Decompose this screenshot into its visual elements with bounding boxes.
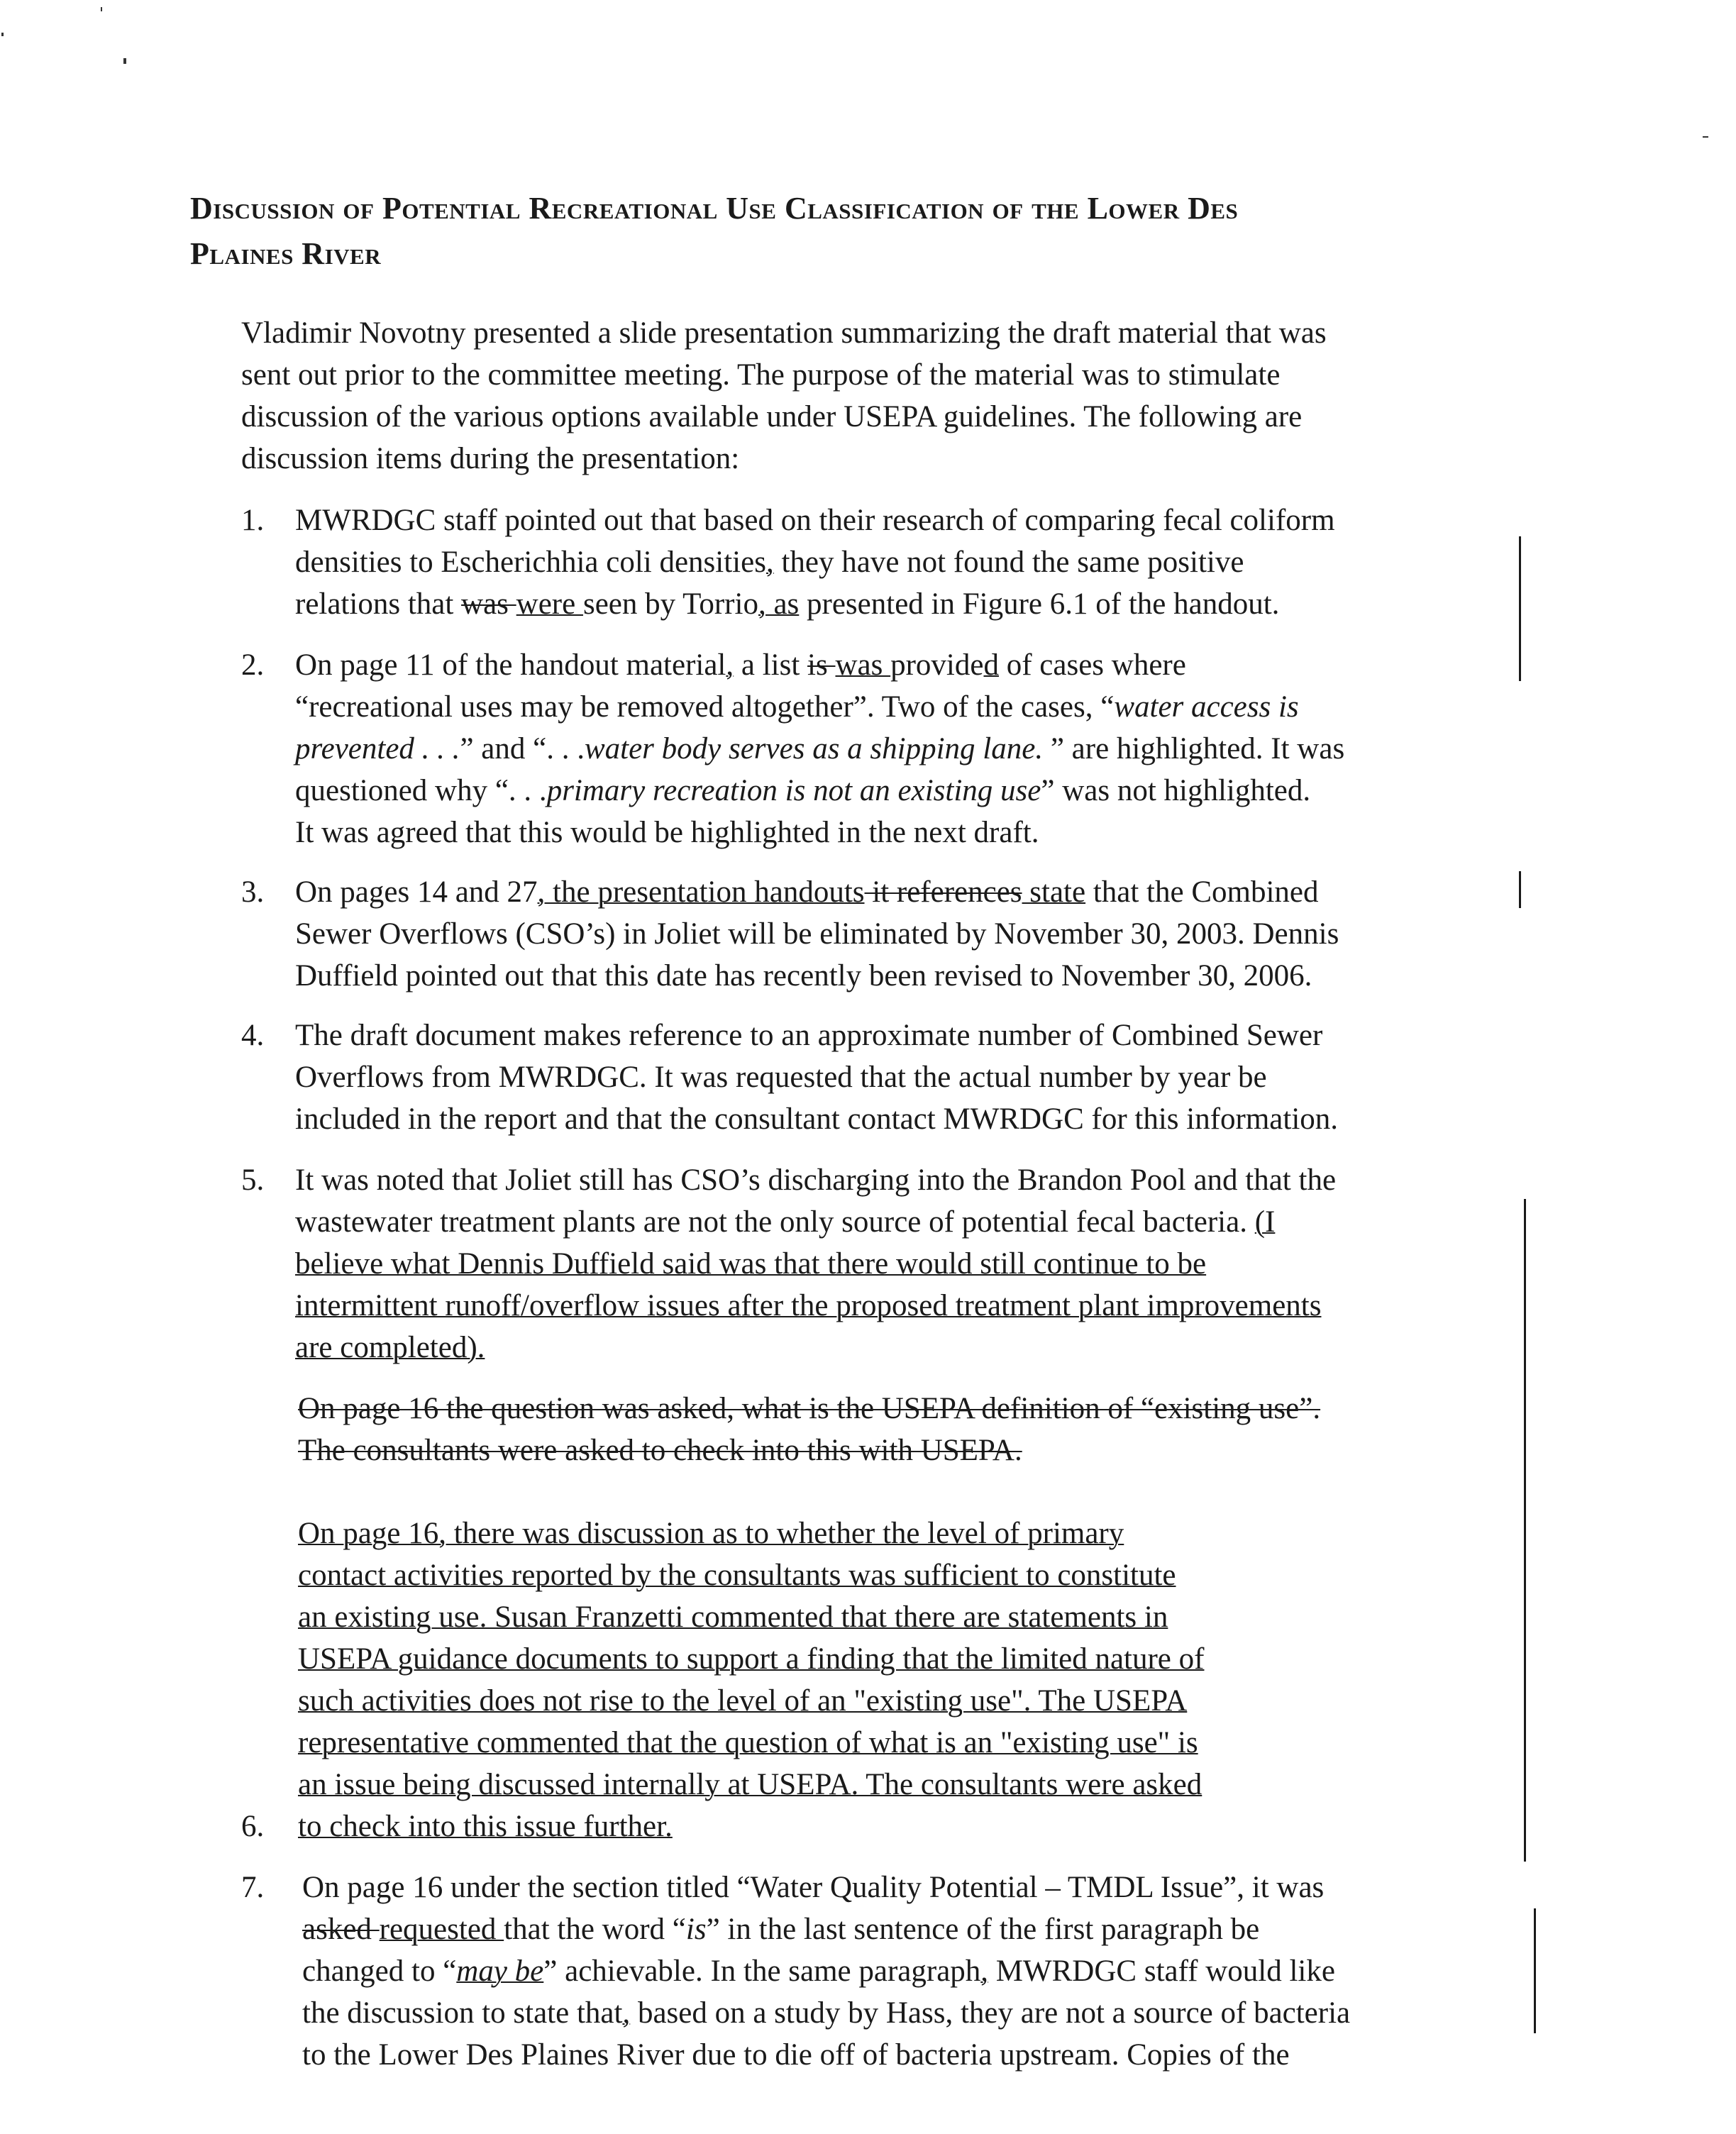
item-number: 1. <box>241 504 265 537</box>
scan-speck <box>123 58 126 64</box>
inserted-text: were <box>516 587 583 621</box>
scan-speck <box>101 7 102 11</box>
inserted-text: believe what Dennis Duffield said was that there would still continue to be <box>295 1247 1207 1281</box>
scan-speck <box>1 33 4 36</box>
item-number: 2. <box>241 648 265 682</box>
change-bar <box>1519 536 1521 681</box>
inserted-text: , the presentation handouts <box>537 875 865 909</box>
document-page: Discussion of Potential Recreational Use Classification of the Lower Des Plaines River Vladimir Novotny presented a slide presentation summarizing the draft material that was sent out prior to the committee meeting. The purpose of the material was to stimulate discussion of the various options available under USEPA guidelines. The following are discussion items during the presentation: 1. MWRDGC staff pointed out that based on their research of comparing fecal coliform densities to Escherichhia coli densities, they have not found the same positive relations that was were seen by Torrio, as presented in Figure 6.1 of the handout. 2. On page 11 of the handout material, a list is was provided of cases where “recreational uses may be removed altogether”. Two of the cases, “water access is prevented . . .” and “. . .water body serves as a shipping lane. ” are highlighted. It was questioned why “. . .primary recreation is not an existing use” was not highlighted. It was agreed that this would be highlighted in the next draft. 3. On pages 14 and 27, the presentation handouts it references state that the Combined Sewer Overflows (CSO’s) in Joliet will be eliminated by November 30, 2003. Dennis Duffield pointed out that this date has recently been revised to November 30, 2006. 4. The draft document makes reference to an approximate number of Combined Sewer Overflows from MWRDGC. It was requested that the actual number by year be included in the report and that the consultant contact MWRDGC for this information. 5. It was noted that Joliet still has CSO’s discharging into the Brandon Pool and that the wastewater treatment plants are not the only source of potential fecal bacteria. (I believe what Dennis Duffield said was that there would still continue to be intermittent runoff/overflow issues after the proposed treatment plant improvements are completed). On page 16 the question was asked, what is the USEPA definition of “existing use”. The consultants were asked to check into this with USEPA. On page 16, there was discussion as to whether the level of primary contact activities reported by the consultants was sufficient to constitute an existing use. Susan Franzetti commented that there are statements in USEPA guidance documents to support a finding that the limited nature of such activities does not rise to the level of an "existing use". The USEPA representative commented that the question of what is an "existing use" is an issue being discussed internally at USEPA. The consultants were asked to check into this issue further. 6. 7. On page 16 under the section titled “Water Quality Potential – TMDL Issue”, it was asked requested that the word “is” in the last sentence of the first paragraph be changed to “may be” achievable. In the same paragraph, MWRDGC staff would like the discussion to state that, based on a study by Hass, they are not a source of bacteria to the Lower Des Plaines River due to die off of bacteria upstream. Copies of the <box>0 0 1736 2134</box>
inserted-text: state <box>1022 875 1086 909</box>
item-number: 7. <box>241 1871 265 1904</box>
intro-paragraph: Vladimir Novotny presented a slide presentation summarizing the draft material that was sent out prior to the committee meeting. The purpose of the material was to stimulate discussion of the various options available under USEPA guidelines. The following are discussion items during the presentation: <box>241 316 1327 475</box>
inserted-text: , as <box>758 587 800 621</box>
scan-speck <box>1703 136 1708 138</box>
item-number: 3. <box>241 875 265 909</box>
deleted-paragraph: On page 16 the question was asked, what is the USEPA definition of “existing use”. The consultants were asked to check into this with USEPA. <box>298 1392 1321 1467</box>
deleted-text: is <box>807 648 836 682</box>
inserted-text: intermittent runoff/overflow issues after the proposed treatment plant improvements <box>295 1289 1322 1322</box>
item-number: 4. <box>241 1019 265 1052</box>
deleted-text: was <box>461 587 516 621</box>
change-bar <box>1524 1199 1526 1862</box>
inserted-text: requested <box>379 1913 504 1946</box>
inserted-text: (I <box>1254 1205 1276 1239</box>
inserted-text: are completed). <box>295 1331 485 1364</box>
change-bar <box>1534 1908 1536 2033</box>
list-item-6-text: On page 16, there was discussion as to whether the level of primary contact activities reported by the consultants was sufficient to constitute an existing use. Susan Franzetti commented that there are statements in USEPA guidance documents to support a finding that the limited nature of such activities does not rise to the level of an "existing use". The USEPA representative commented that the question of what is an "existing use" is an issue being discussed internally at USEPA. The consultants were asked to check into this issue further. <box>298 1517 1205 1843</box>
change-bar <box>1519 871 1521 908</box>
deleted-text: it references <box>864 875 1022 909</box>
item-number: 6. <box>241 1810 265 1843</box>
section-heading: Discussion of Potential Recreational Use Classification of the Lower Des Plaines River <box>190 191 1239 271</box>
item-number: 5. <box>241 1163 265 1197</box>
inserted-text: was <box>835 648 891 682</box>
deleted-text: asked <box>302 1913 380 1946</box>
